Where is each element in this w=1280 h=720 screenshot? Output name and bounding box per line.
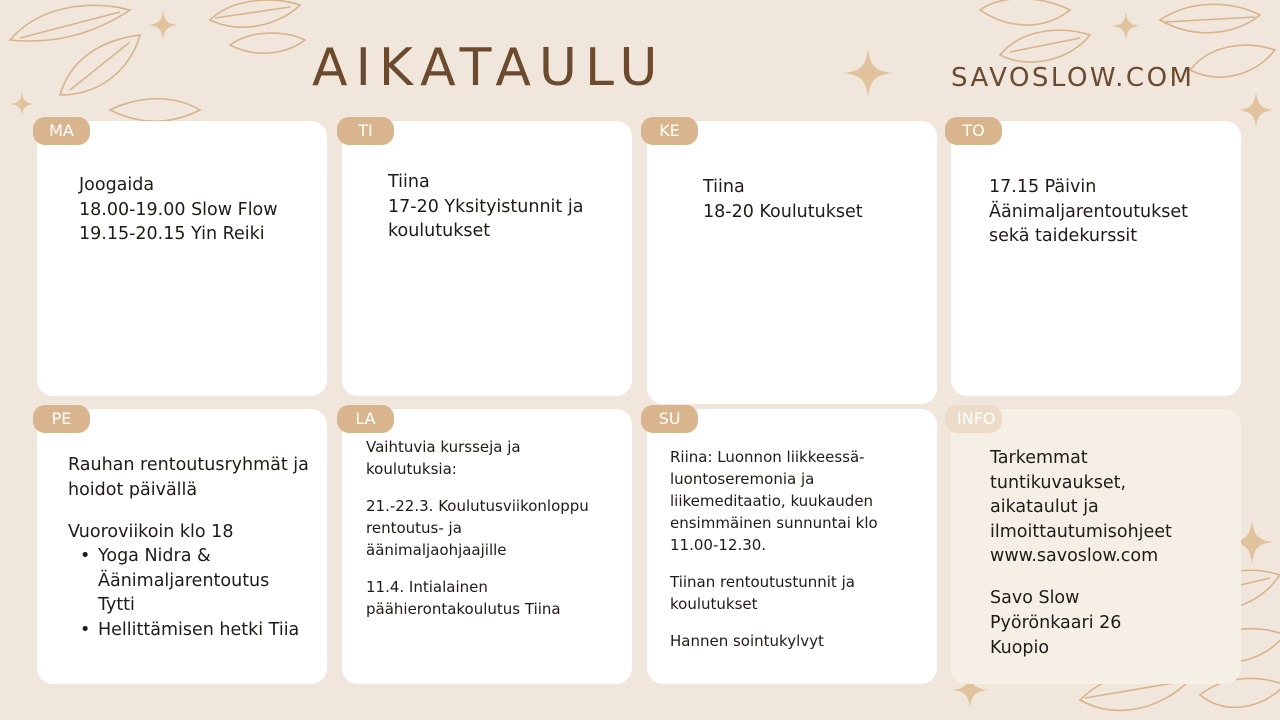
schedule-line: ensimmäinen sunnuntai klo bbox=[670, 514, 878, 532]
sparkle-icon bbox=[843, 48, 893, 98]
schedule-text-ke bbox=[703, 175, 863, 224]
schedule-line: 18.00-19.00 Slow Flow bbox=[79, 199, 278, 220]
list-item bbox=[68, 618, 309, 643]
sparkle-icon bbox=[1112, 12, 1140, 40]
schedule-line: 19.15-20.15 Yin Reiki bbox=[79, 224, 265, 245]
info-line: Tarkemmat bbox=[990, 448, 1088, 468]
website-link[interactable]: www.savoslow.com bbox=[990, 546, 1159, 567]
schedule-text-su bbox=[670, 446, 878, 652]
schedule-line: liikemeditaatio, kuukauden bbox=[670, 492, 874, 510]
day-card-to bbox=[951, 121, 1241, 396]
list-item bbox=[68, 544, 309, 618]
leaf-decoration-top-left-icon bbox=[0, 0, 320, 130]
schedule-line: luontoseremonia ja bbox=[670, 470, 815, 488]
schedule-line: • Hellittämisen hetki Tiia bbox=[98, 620, 300, 641]
day-card-ma bbox=[37, 121, 327, 396]
day-tag-su: SU bbox=[641, 405, 698, 433]
schedule-line: sekä taidekurssit bbox=[989, 226, 1138, 247]
schedule-text-pe bbox=[68, 453, 309, 643]
page-title: AIKATAULU bbox=[312, 38, 666, 98]
schedule-line: äänimaljaohjaajille bbox=[366, 541, 507, 559]
day-tag-ti: TI bbox=[337, 117, 394, 145]
day-tag-ke: KE bbox=[641, 117, 698, 145]
info-line: tuntikuvaukset, bbox=[990, 472, 1127, 493]
schedule-line: Vaihtuvia kursseja ja bbox=[366, 438, 521, 456]
info-line: Pyörönkaari 26 bbox=[990, 613, 1122, 634]
schedule-line: koulutuksia: bbox=[366, 460, 457, 478]
day-tag-la: LA bbox=[337, 405, 394, 433]
schedule-text-ma bbox=[79, 173, 278, 247]
info-line: Savo Slow bbox=[990, 588, 1080, 609]
info-line: Kuopio bbox=[990, 637, 1050, 658]
sparkle-icon bbox=[148, 10, 178, 40]
schedule-line: Riina: Luonnon liikkeessä- bbox=[670, 448, 865, 466]
schedule-line bbox=[366, 561, 589, 576]
schedule-line bbox=[670, 556, 878, 571]
schedule-line: päähierontakoulutus Tiina bbox=[366, 600, 561, 618]
schedule-text-to bbox=[989, 175, 1188, 249]
schedule-text-la bbox=[366, 436, 589, 620]
schedule-line: 17-20 Yksityistunnit ja bbox=[388, 196, 584, 217]
website-label: SAVOSLOW.COM bbox=[951, 63, 1195, 93]
schedule-line: Äänimaljarentoutus bbox=[98, 570, 270, 591]
schedule-line: • Yoga Nidra & bbox=[98, 546, 211, 567]
day-card-ke bbox=[647, 121, 937, 404]
info-line: aikataulut ja bbox=[990, 497, 1099, 518]
schedule-line: Tytti bbox=[98, 595, 135, 616]
schedule-line: Tiina bbox=[388, 172, 430, 192]
sparkle-icon bbox=[10, 92, 34, 116]
sparkle-icon bbox=[1238, 92, 1274, 128]
leaf-decoration-top-right-icon bbox=[960, 0, 1280, 120]
schedule-line: 11.4. Intialainen bbox=[366, 578, 488, 596]
schedule-line: Äänimaljarentoutukset bbox=[989, 201, 1189, 222]
schedule-line: Joogaida bbox=[79, 175, 155, 195]
schedule-line: Tiina bbox=[703, 177, 745, 197]
schedule-line: koulutukset bbox=[388, 221, 491, 242]
day-tag-ma: MA bbox=[33, 117, 90, 145]
info-text bbox=[990, 446, 1172, 660]
info-tag: INFO bbox=[945, 405, 1002, 433]
schedule-line: hoidot päivällä bbox=[68, 479, 198, 500]
schedule-line bbox=[68, 502, 309, 520]
schedule-line bbox=[670, 615, 878, 630]
schedule-text-ti bbox=[388, 170, 583, 244]
schedule-line: koulutukset bbox=[670, 595, 758, 613]
schedule-line: Rauhan rentoutusryhmät ja bbox=[68, 455, 309, 475]
schedule-line: Hannen sointukylvyt bbox=[670, 632, 824, 650]
day-tag-pe: PE bbox=[33, 405, 90, 433]
schedule-line: rentoutus- ja bbox=[366, 519, 462, 537]
schedule-line: 18-20 Koulutukset bbox=[703, 201, 863, 222]
schedule-line: 17.15 Päivin bbox=[989, 177, 1097, 197]
info-line: ilmoittautumisohjeet bbox=[990, 521, 1172, 542]
schedule-line: Vuoroviikoin klo 18 bbox=[68, 521, 234, 542]
schedule-line bbox=[366, 480, 589, 495]
schedule-line: 21.-22.3. Koulutusviikonloppu bbox=[366, 497, 589, 515]
day-tag-to: TO bbox=[945, 117, 1002, 145]
schedule-bullet-list bbox=[68, 544, 309, 642]
info-line bbox=[990, 569, 1172, 587]
schedule-line: Tiinan rentoutustunnit ja bbox=[670, 573, 855, 591]
schedule-line: 11.00-12.30. bbox=[670, 536, 767, 554]
day-card-ti bbox=[342, 121, 632, 396]
